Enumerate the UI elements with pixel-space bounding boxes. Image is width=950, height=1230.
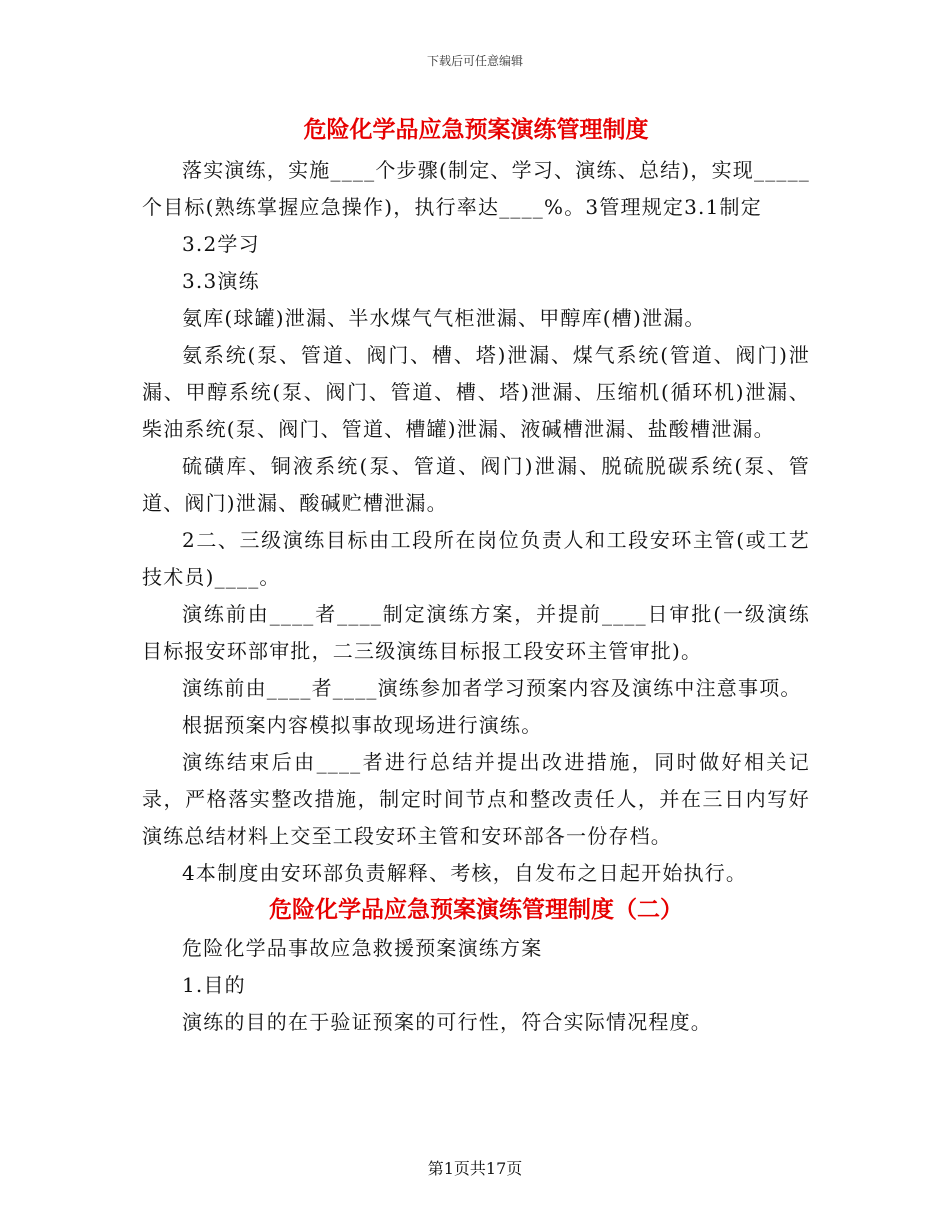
paragraph: 演练前由____者____演练参加者学习预案内容及演练中注意事项。	[182, 676, 802, 700]
paragraph: 硫磺库、铜液系统(泵、管道、阀门)泄漏、脱硫脱碳系统(泵、管道、阀门)泄漏、酸碱贮槽泄漏。	[142, 454, 810, 515]
paragraph: 演练的目的在于验证预案的可行性，符合实际情况程度。	[182, 1010, 712, 1034]
page-footer: 第1页共17页	[427, 1159, 523, 1178]
paragraph: 氨库(球罐)泄漏、半水煤气气柜泄漏、甲醇库(槽)泄漏。	[182, 306, 706, 330]
section-title: 危险化学品应急预案演练管理制度（二）	[269, 897, 683, 923]
paragraph: 4本制度由安环部负责解释、考核，自发布之日起开始执行。	[182, 861, 748, 885]
paragraph: 3.2学习	[182, 232, 260, 256]
paragraph: 氨系统(泵、管道、阀门、槽、塔)泄漏、煤气系统(管道、阀门)泄漏、甲醇系统(泵、阀门、管道、槽、塔)泄漏、压缩机(循环机)泄漏、柴油系统(泵、阀门、管道、槽罐)泄漏、液碱槽泄漏、盐酸槽泄漏。	[142, 343, 810, 441]
document-body	[142, 112, 810, 1041]
paragraph: 危险化学品事故应急救援预案演练方案	[182, 936, 543, 960]
paragraph: 根据预案内容模拟事故现场进行演练。	[182, 713, 543, 737]
paragraph: 落实演练，实施____个步骤(制定、学习、演练、总结)，实现_____个目标(熟练掌握应急操作)，执行率达____%。3管理规定3.1制定	[142, 158, 810, 219]
header-note: 下载后可任意编辑	[426, 54, 523, 68]
paragraph: 3.3演练	[182, 269, 260, 293]
paragraph: 1.目的	[182, 973, 246, 997]
paragraph: 演练结束后由____者进行总结并提出改进措施，同时做好相关记录，严格落实整改措施，制定时间节点和整改责任人，并在三日内写好演练总结材料上交至工段安环主管和安环部各一份存档。	[142, 750, 810, 848]
paragraph: 2二、三级演练目标由工段所在岗位负责人和工段安环主管(或工艺技术员)____。	[142, 528, 810, 589]
document-title: 危险化学品应急预案演练管理制度	[303, 117, 649, 143]
paragraph: 演练前由____者____制定演练方案，并提前____日审批(一级演练目标报安环部审批，二三级演练目标报工段安环主管审批)。	[142, 602, 810, 663]
